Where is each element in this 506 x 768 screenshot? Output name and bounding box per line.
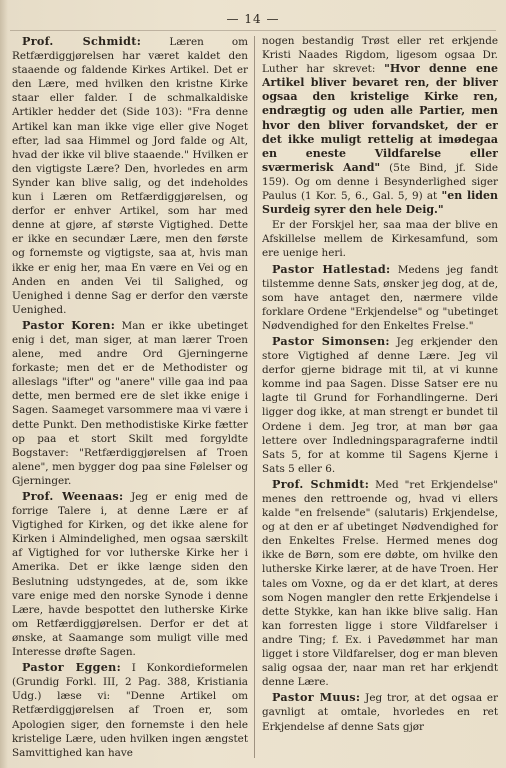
speaker-name: Pastor Koren: (22, 317, 116, 332)
paragraph (262, 262, 498, 333)
speaker-name: Pastor Simonsen: (272, 333, 390, 348)
header-rule (10, 30, 496, 31)
paragraph-text: I Konkordieformelen (Grundig Forkl. III, 2 Pag. 388, Kristiania Udg.) læse vi: "Denne Artikel om Retfærdiggjørelsen af Troen er, som Apologien siger, den fornemste i den hele kristelige Lære, uden hvilken ingen ængstet Samvittighed kan have (12, 662, 248, 759)
paragraph (262, 690, 498, 733)
speaker-name: Prof. Schmidt: (22, 34, 142, 48)
speaker-name: Prof. Schmidt: (272, 476, 370, 491)
paragraph (12, 489, 248, 659)
column-divider (254, 36, 255, 758)
paragraph-text: Jeg tror, at det ogsaa er gavnligt at omtale, hvorledes en ret Erkjendelse af denne Sats gjør (262, 692, 498, 733)
paragraph-text: Jeg er enig med de forrige Talere i, at denne Lære er af Vigtighed for Kirken, og det ikke alene for Kirken i Almindelighed, men ogsaa særskilt af Vigtighed for vor lutherske Kirke her i Amerika. Det er ikke længe siden den Beslutning udstyngedes, at de, som ikke vare enige med den norske Synode i denne Lære, havde bespottet den lutherske Kirke om Retfærdiggjørelsen. Derfor er det at ønske, at Saamange som muligt ville med Interesse drøfte Sagen. (12, 491, 248, 659)
right-column (262, 34, 498, 762)
emphasized-quote: "Hvor denne ene Artikel bliver bevaret ren, der bliver ogsaa den kristelige Kirke ren, endrægtig og uden alle Partier, men hvor den bliver forvandsket, der er det ikke muligt rettelig at imødegaa en eneste Vildfarelse eller sværmerisk Aand" (262, 62, 498, 174)
paragraph-text: Man er ikke ubetinget enig i det, man siger, at man lærer Troen alene, med andre Ord Gjerningerne forkaste; men det er de Methodister og alleslags "ifter" og "anere" ville gaa ind paa dette, men bermed ere de slet ikke enige i Sagen. Saameget varsommere maa vi være i dette Punkt. Den methodistiske Kirke fætter op paa et stort Skilt med forgyldte Bogstaver: "Retfærdiggjørelsen af Troen alene", men bygger dog paa sine Følelser og Gjerninger. (12, 319, 248, 487)
paragraph-text: nogen bestandig Trøst eller ret erkjende Kristi Naades Rigdom, ligesom ogsaa Dr. Luther har skrevet: (262, 35, 498, 76)
left-column (12, 34, 248, 762)
page-edge-shadow (0, 0, 8, 768)
paragraph-text: (5te Bind, jf. Side 159). Og om denne i Besynderlighed siger Paulus (1 Kor. 5, 6., Gal. 5, 9) at (262, 161, 498, 203)
paragraph (262, 477, 498, 689)
paragraph-text: Er der Forskjel her, saa maa der blive en Afskillelse mellem de Kirkesamfund, som ere uenige heri. (262, 219, 498, 260)
paragraph-text: Med "ret Erkjendelse" menes den rettroende og, hvad vi ellers kalde "en frelsende" (salutaris) Erkjendelse, og at den er af ubetinget Nødvendighed for den Enkeltes Frelse. Hermed menes dog ikke de Børn, som ere døbte, om hvilke den lutherske Kirke lærer, at de have Troen. Her tales om Voxne, og da er det klart, at deres som Nogen mangler den rette Erkjendelse i dette Stykke, kan han ikke blive salig. Han kan forresten ligge i store Vildfarelser i andre Ting; f. Ex. i Pavedømmet har man ligget i store Vildfarelser, dog er man bleven salig ogsaa der, naar man ret har erkjendt denne Lære. (262, 478, 498, 689)
paragraph-text: Jeg erkjender den store Vigtighed af denne Lære. Jeg vil derfor gjerne bidrage mit til, at vi kunne komme ind paa Sagen. Disse Satser ere nu lagte til Grund for Forhandlingerne. Deri ligger dog ikke, at man strengt er bundet til Ordene i dem. Jeg tror, at man bør gaa lettere over Indledningsparagraferne indtil Sats 5, for at komme til Sagens Kjerne i Sats 5 eller 6. (262, 335, 498, 475)
paragraph-text: Læren om Retfærdiggjørelsen har været kaldet den staaende og faldende Kirkes Artikel. Det er den Lære, med hvilken den kristne Kirke staar eller falder. I de schmalkaldiske Artikler hedder det (Side 103): "Fra denne Artikel kan man ikke vige eller give Noget efter, lad saa Himmel og Jord falde og Alt, hvad der ikke vil blive staaende." Hvilken er den vigtigste Lære? Den, hvorledes en arm Synder kan blive salig, og det indeholdes kun i Læren om Retfærdiggjørelsen, og derfor er enhver Artikel, som har med denne at gjøre, af største Vigtighed. Dette er ikke en secundær Lære, men den første og fornemste og vigtigste, saa at, hvis man ikke er enig her, maa En være en Vei og en Anden en anden Vei til Salighed, og Uenighed i denne Sag er derfor den værste Uenighed. (12, 36, 248, 316)
paragraph (262, 218, 498, 260)
speaker-name: Pastor Hatlestad: (272, 261, 391, 276)
emphasized-quote: "en liden Surdeig syrer den hele Deig." (262, 189, 498, 217)
paragraph (12, 660, 248, 760)
paragraph (12, 318, 248, 488)
page-number: — 14 — (226, 12, 280, 26)
paragraph (262, 34, 498, 217)
paragraph (262, 334, 498, 476)
speaker-name: Pastor Muus: (272, 690, 361, 705)
speaker-name: Prof. Weenaas: (22, 489, 124, 503)
paragraph-text: Medens jeg fandt tilstemme denne Sats, ønsker jeg dog, at de, som have antaget den, nærmere vilde forklare Ordene "Erkjendelse" og "ubetinget Nødvendighed for den Enkeltes Frelse." (262, 263, 498, 332)
paragraph (12, 34, 248, 317)
speaker-name: Pastor Eggen: (22, 660, 122, 675)
